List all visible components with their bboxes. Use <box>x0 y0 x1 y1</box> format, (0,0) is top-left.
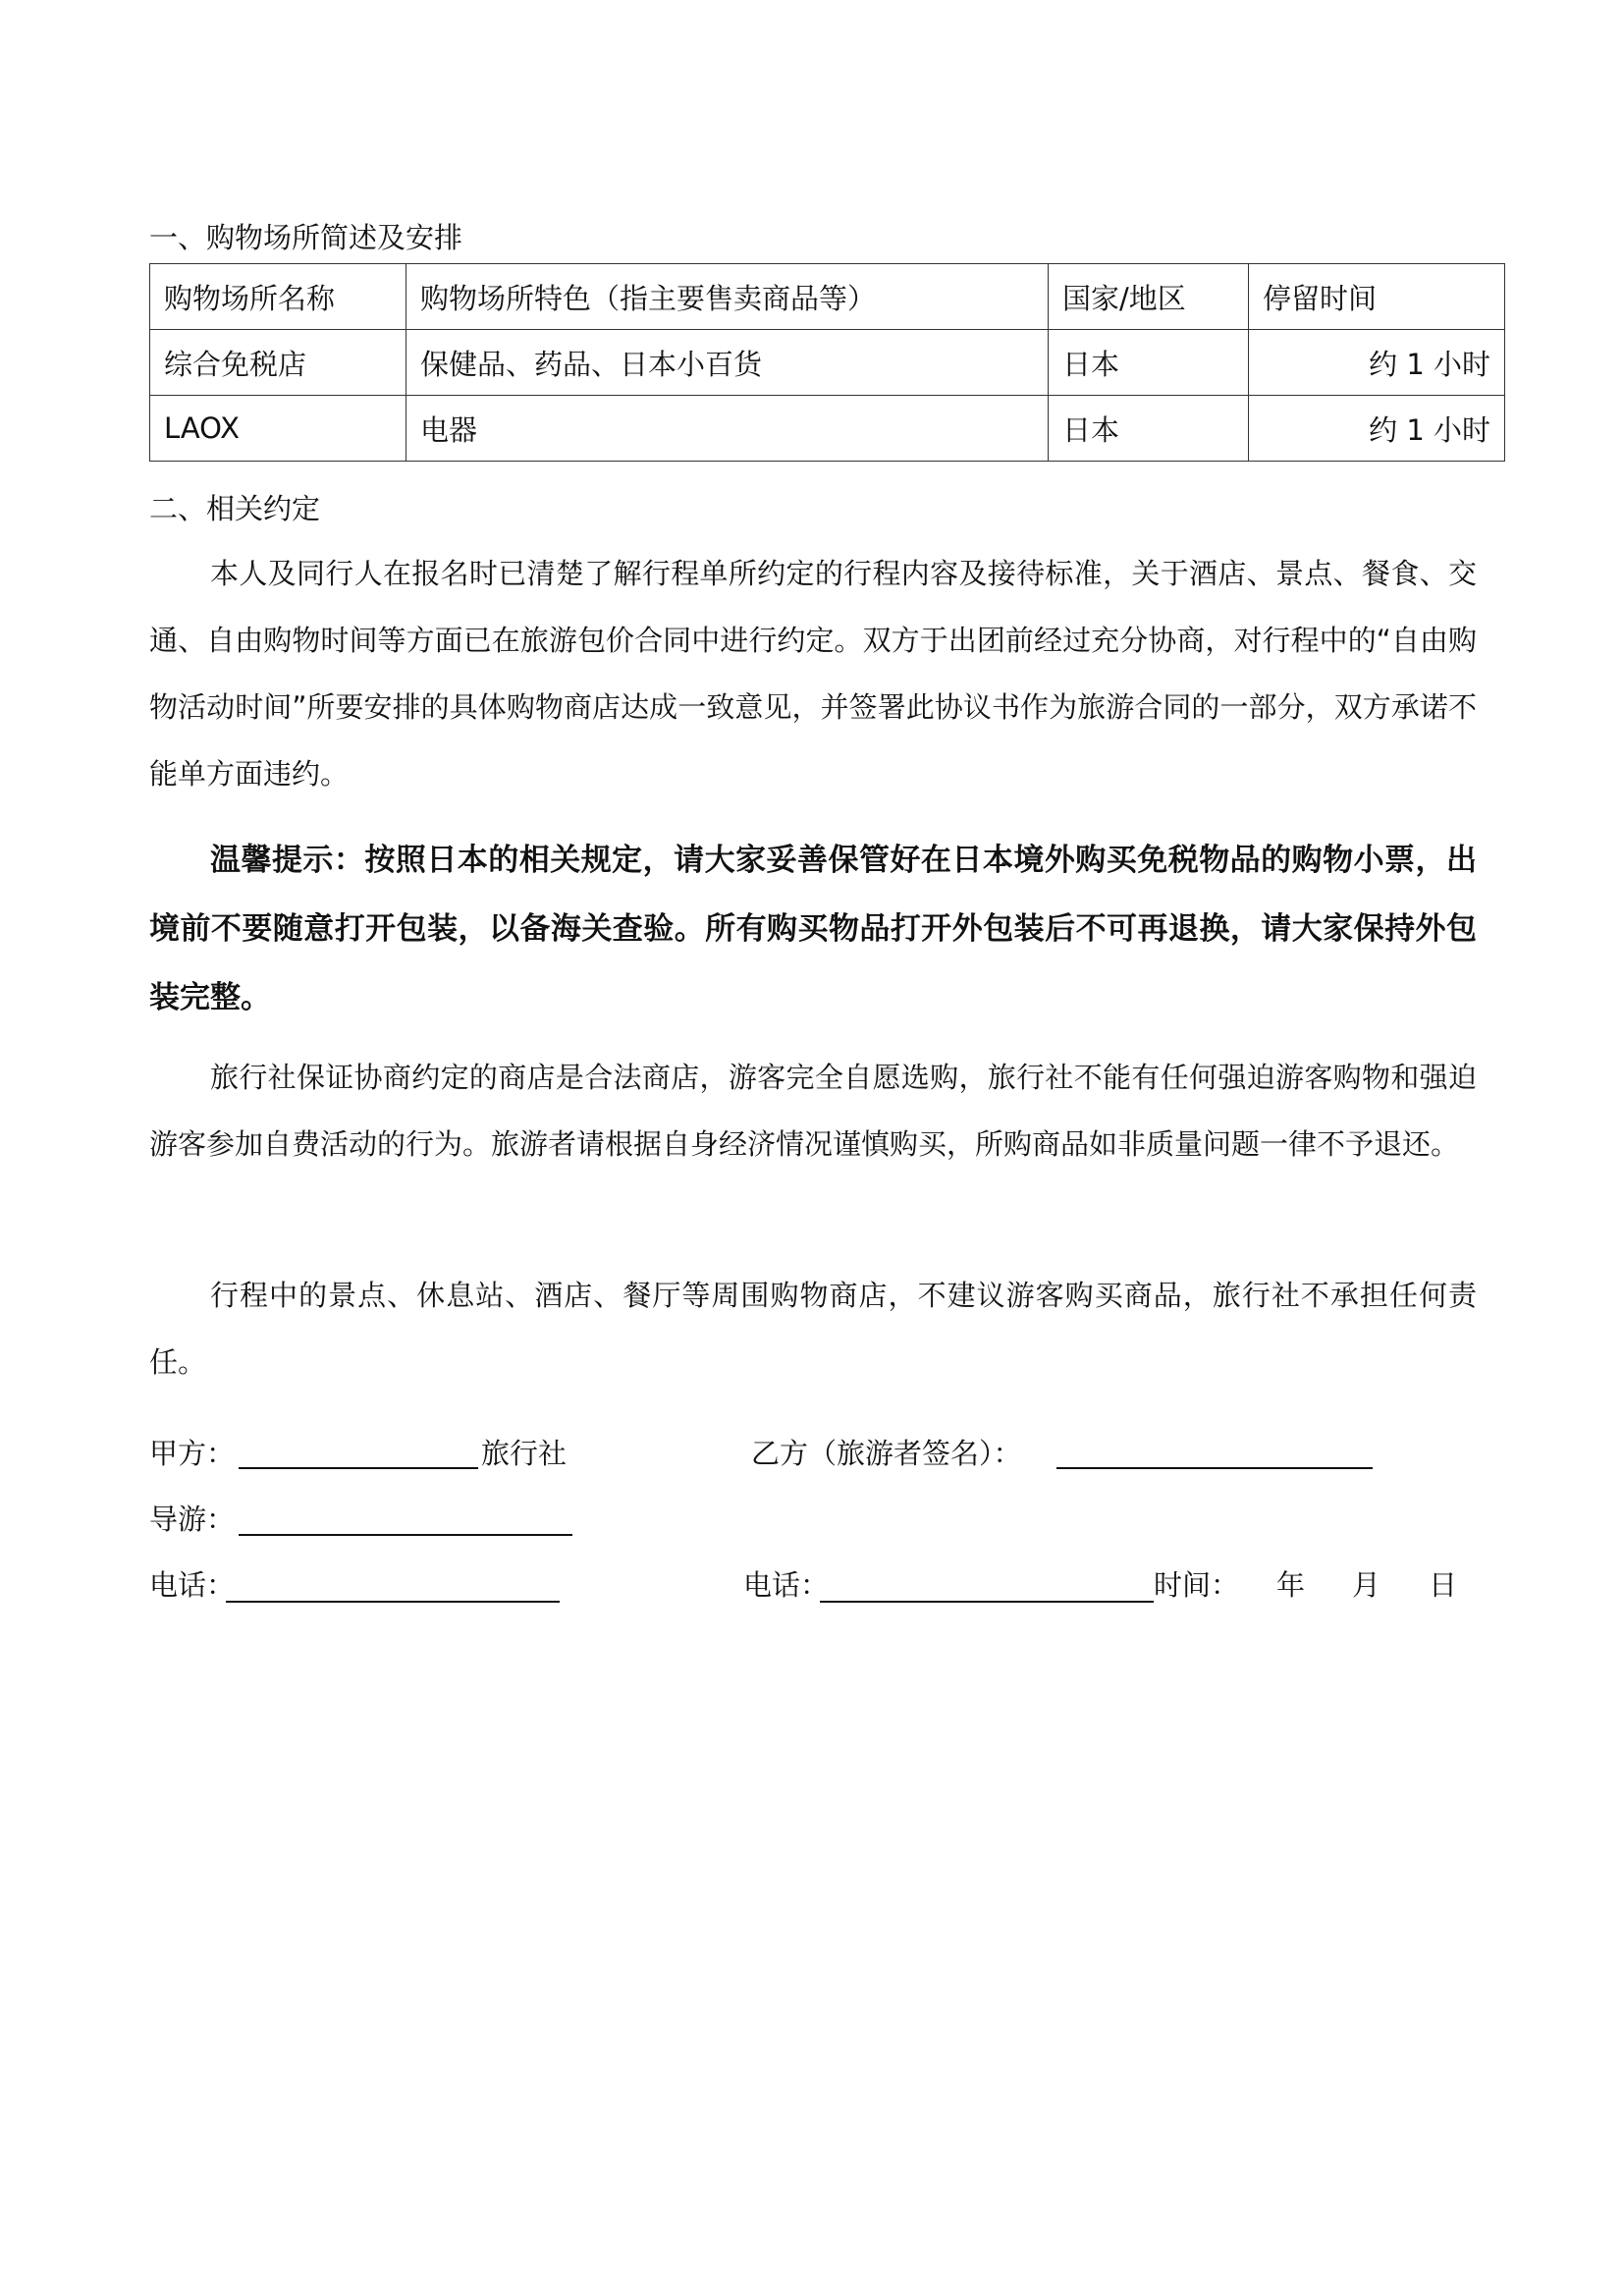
warning-paragraph: 温馨提示：按照日本的相关规定，请大家妥善保管好在日本境外购买免税物品的购物小票，出境前不要随意打开包装，以备海关查验。所有购买物品打开外包装后不可再退换，请大家保持外包装完整。 <box>149 843 1477 1015</box>
party-a-signature-line[interactable] <box>239 1467 478 1469</box>
guide-signature-line[interactable] <box>239 1534 572 1536</box>
table-cell: 日本 <box>1049 330 1249 396</box>
phone-a-line[interactable] <box>226 1601 560 1603</box>
section-2-title: 二、相关约定 <box>149 492 321 525</box>
phone-b-label: 电话： <box>743 1568 830 1602</box>
table-header-cell: 购物场所特色（指主要售卖商品等） <box>406 264 1049 330</box>
table-header-cell: 购物场所名称 <box>150 264 406 330</box>
table-cell: 保健品、药品、日本小百货 <box>406 330 1049 396</box>
shopping-table <box>149 263 1505 462</box>
table-header-cell: 国家/地区 <box>1049 264 1249 330</box>
year-label: 年 <box>1276 1568 1306 1602</box>
guarantee-paragraph: 旅行社保证协商约定的商店是合法商店，游客完全自愿选购，旅行社不能有任何强迫游客购物和强迫游客参加自费活动的行为。旅游者请根据自身经济情况谨慎购买，所购商品如非质量问题一律不予退还。 <box>149 1061 1477 1161</box>
day-label: 日 <box>1429 1568 1458 1602</box>
table-header-cell: 停留时间 <box>1249 264 1505 330</box>
time-label: 时间： <box>1154 1568 1240 1602</box>
table-header-row <box>150 264 1505 330</box>
party-b-label: 乙方（旅游者签名）： <box>751 1437 1022 1470</box>
section-1-title: 一、购物场所简述及安排 <box>149 221 463 254</box>
table-cell: 日本 <box>1049 396 1249 462</box>
table-row <box>150 396 1505 462</box>
table-cell: 约 1 小时 <box>1249 396 1505 462</box>
phone-b-line[interactable] <box>820 1601 1154 1603</box>
month-label: 月 <box>1352 1568 1381 1602</box>
party-a-label: 甲方： <box>149 1437 236 1470</box>
party-b-signature-line[interactable] <box>1056 1467 1373 1469</box>
disclaimer-paragraph: 行程中的景点、休息站、酒店、餐厅等周围购物商店，不建议游客购买商品，旅行社不承担任何责任。 <box>149 1279 1477 1379</box>
party-a-suffix: 旅行社 <box>481 1437 568 1470</box>
table-row <box>150 330 1505 396</box>
table-cell: 综合免税店 <box>150 330 406 396</box>
table-cell: LAOX <box>150 396 406 462</box>
table-cell: 约 1 小时 <box>1249 330 1505 396</box>
table-cell: 电器 <box>406 396 1049 462</box>
agreement-paragraph: 本人及同行人在报名时已清楚了解行程单所约定的行程内容及接待标准，关于酒店、景点、餐食、交通、自由购物时间等方面已在旅游包价合同中进行约定。双方于出团前经过充分协商，对行程中的“自由购物活动时间”所要安排的具体购物商店达成一致意见，并签署此协议书作为旅游合同的一部分，双方承诺不能单方面违约。 <box>149 557 1477 791</box>
guide-label: 导游： <box>149 1503 236 1536</box>
phone-a-label: 电话： <box>149 1568 236 1602</box>
